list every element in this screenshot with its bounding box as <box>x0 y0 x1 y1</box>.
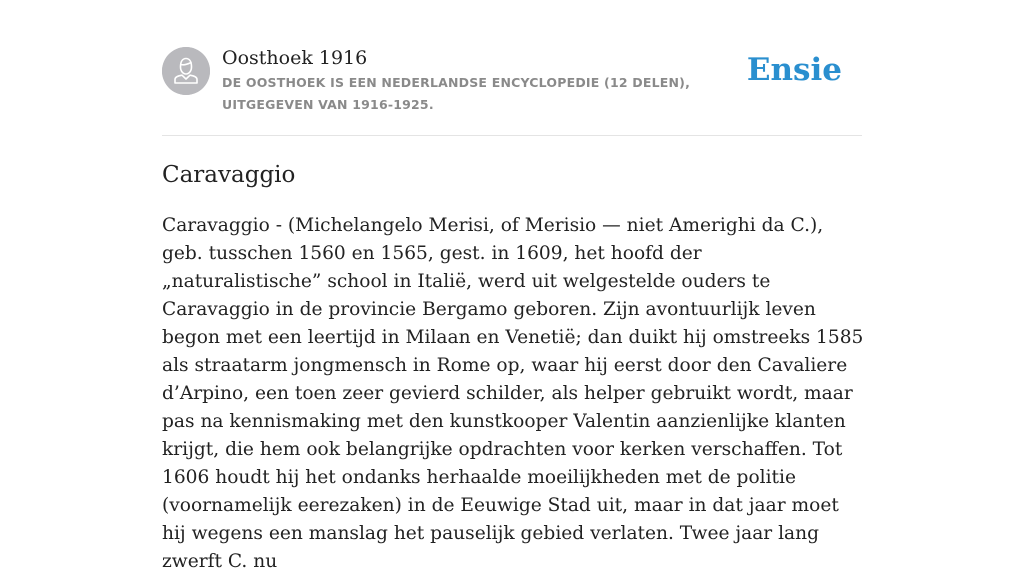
article-body: Caravaggio - (Michelangelo Merisi, of Merisio — niet Amerighi da C.), geb. tusschen 1560 en 1565, gest. in 1609, het hoofd der „naturalistische” school in Italië, werd uit welgestelde ouders te Caravaggio in de provincie Bergamo geboren. Zijn avontuurlijk leven begon met een leertijd in Milaan en Venetië; dan duikt hij omstreeks 1585 als straatarm jongmensch in Rome op, waar hij eerst door den Cavaliere d’Arpino, een toen zeer gevierd schilder, als helper gebruikt wordt, maar pas na kennismaking met den kunstkooper Valentin aanzienlijke klanten krijgt, die hem ook belangrijke opdrachten voor kerken verschaffen. Tot 1606 houdt hij het ondanks herhaalde moeilijkheden met de politie (voornamelijk eerezaken) in de Eeuwige Stad uit, maar in dat jaar moet hij wegens een manslag het pauselijk gebied verlaten. Twee jaar lang zwerft C. nu <box>162 215 864 572</box>
source-header <box>162 46 862 136</box>
user-icon <box>162 47 210 95</box>
article-title: Caravaggio <box>162 162 296 188</box>
avatar[interactable] <box>162 47 210 95</box>
source-description: DE OOSTHOEK IS EEN NEDERLANDSE ENCYCLOPEDIE (12 DELEN), UITGEGEVEN VAN 1916-1925. <box>222 75 691 112</box>
page <box>162 0 864 572</box>
source-title[interactable]: Oosthoek 1916 <box>222 47 368 69</box>
ensie-logo[interactable]: Ensie <box>746 52 842 88</box>
header-divider <box>162 135 862 136</box>
